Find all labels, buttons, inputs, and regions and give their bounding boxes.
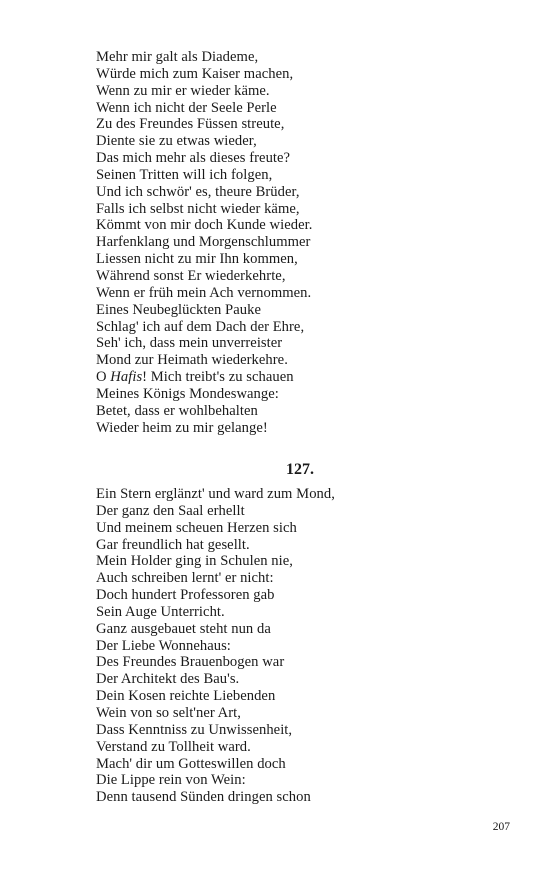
verse-line: Verstand zu Tollheit ward. xyxy=(96,738,251,755)
verse-line: Wenn er früh mein Ach vernommen. xyxy=(96,284,312,301)
verse-line: Harfenklang und Morgenschlummer xyxy=(96,234,311,251)
verse-line: Und ich schwör' es, theure Brüder, xyxy=(96,183,300,200)
verse-line: Während sonst Er wiederkehrte, xyxy=(96,267,286,284)
verse-line: Mach' dir um Gotteswillen doch xyxy=(96,755,286,772)
verse-line: Diente sie zu etwas wieder, xyxy=(96,133,257,150)
verse-line: Die Lippe rein von Wein: xyxy=(96,772,246,789)
verse-line: Seinen Tritten will ich folgen, xyxy=(96,166,273,183)
poet-name-hafis: Hafis xyxy=(110,369,143,386)
verse-line: Denn tausend Sünden dringen schon xyxy=(96,789,311,806)
verse-line: Wieder heim zu mir gelange! xyxy=(96,419,268,436)
verse-line: Seh' ich, dass mein unverreister xyxy=(96,335,283,352)
poem-127-stanza xyxy=(96,486,335,806)
verse-line: Falls ich selbst nicht wieder käme, xyxy=(96,200,300,217)
verse-line: Ein Stern erglänzt' und ward zum Mond, xyxy=(96,486,335,502)
verse-line: Meines Königs Mondeswange: xyxy=(96,385,279,402)
verse-line: Ganz ausgebauet steht nun da xyxy=(96,620,271,637)
verse-line: Und meinem scheuen Herzen sich xyxy=(96,519,297,536)
verse-line: Betet, dass er wohlbehalten xyxy=(96,402,258,419)
verse-line: Wein von so selt'ner Art, xyxy=(96,704,241,721)
verse-line: Sein Auge Unterricht. xyxy=(96,603,225,620)
verse-line: Mond zur Heimath wiederkehre. xyxy=(96,352,288,369)
verse-line: Schlag' ich auf dem Dach der Ehre, xyxy=(96,318,305,335)
verse-line: Zu des Freundes Füssen streute, xyxy=(96,116,285,133)
verse-line: Gar freundlich hat gesellt. xyxy=(96,536,250,553)
verse-line: Doch hundert Professoren gab xyxy=(96,587,275,604)
verse-line: Wenn zu mir er wieder käme. xyxy=(96,82,270,99)
poem-continued-stanza xyxy=(96,49,312,436)
page-number: 207 xyxy=(492,821,510,833)
verse-line: Würde mich zum Kaiser machen, xyxy=(96,65,294,82)
verse-line-suffix: ! Mich treibt's zu schauen xyxy=(142,369,294,386)
verse-line: Kömmt von mir doch Kunde wieder. xyxy=(96,217,313,234)
verse-line: Der ganz den Saal erhellt xyxy=(96,502,245,519)
verse-line: Wenn ich nicht der Seele Perle xyxy=(96,99,277,116)
verse-line: Der Architekt des Bau's. xyxy=(96,671,240,688)
verse-line: Dein Kosen reichte Liebenden xyxy=(96,688,276,705)
verse-line: Auch schreiben lernt' er nicht: xyxy=(96,570,274,587)
verse-line: Liessen nicht zu mir Ihn kommen, xyxy=(96,251,298,268)
verse-line: Das mich mehr als dieses freute? xyxy=(96,150,291,167)
verse-line-prefix: O xyxy=(96,369,111,386)
verse-line: Dass Kenntniss zu Unwissenheit, xyxy=(96,721,293,738)
poem-number-heading: 127. xyxy=(286,461,314,478)
verse-line: Mehr mir galt als Diademe, xyxy=(96,49,259,65)
verse-line: Mein Holder ging in Schulen nie, xyxy=(96,553,293,570)
verse-line: Der Liebe Wonnehaus: xyxy=(96,637,231,654)
verse-line-with-name xyxy=(96,369,312,386)
verse-line: Eines Neubeglückten Pauke xyxy=(96,301,261,318)
verse-line: Des Freundes Brauenbogen war xyxy=(96,654,285,671)
